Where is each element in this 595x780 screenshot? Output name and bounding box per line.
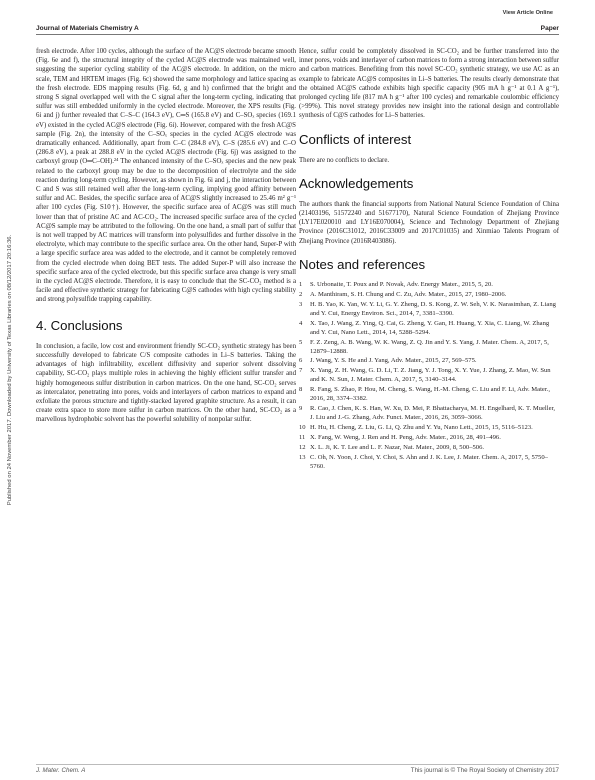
reference-text: X. Yang, Z. H. Wang, G. D. Li, T. Z. Jiang, Y. J. Tong, X. Y. Yue, J. Zhang, Z. Mao, W. Sun and K. N. Sun, J. Mater. Chem. A, 2017, 5, 3140–3144.	[310, 367, 551, 384]
reference-item: 11 X. Fang, W. Weng, J. Ren and H. Peng, Adv. Mater., 2016, 28, 491–496.	[299, 434, 559, 443]
reference-text: C. Oh, N. Yoon, J. Choi, Y. Choi, S. Ahn and J. K. Lee, J. Mater. Chem. A, 2017, 5, 5750–5760.	[310, 454, 548, 470]
reference-text: X. Tao, J. Wang, Z. Ying, Q. Cai, G. Zheng, Y. Gan, H. Huang, Y. Xia, C. Liang, W. Zhang and Y. Cui, Nano Lett., 2014, 14, 5288–5294.	[310, 319, 550, 336]
notes-references-heading: Notes and references	[299, 256, 426, 272]
body-paragraph: fresh electrode. After 100 cycles, although the surface of the AC@S electrode became smooth (Fig. 6e and f), the structural integrity of the cycled AC@S electrode was maintained well, suggesting the superior cycling stability of the AC@S electrode. In addition, on the micro scale, TEM and HRTEM images (Fig. 6c) showed the same morphology and lattice spacing as the fresh electrode. EDS mapping results (Fig. 6d, g and h) confirmed that the bright and strong S signal overlapped well with the C signal after the long-term cycling, indicating that sulfur was still embedded uniformly in the cycled electrode. Moreover, the XPS results (Fig. 6i and j) further revealed that C–S–C (164.3 eV), C═S (165.8 eV) and C–SOₓ species (169.1 eV) existed in the cycled AC@S electrode (Fig. 6i). However, compared with the fresh AC@S sample (Fig. 2n), the intensity of the C–SOₓ species in the cycled AC@S electrode was dramatically enhanced. Additionally, apart from C–C (284.8 eV), C–S (285.6 eV) and C–O (286.8 eV), a peak at 288.8 eV in the cycled AC@S electrode (Fig. 6j) was assigned to the carboxyl group (O═C–OH).²⁴ The enhanced intensity of the C–SOₓ species and the new peak related to the carboxyl group may be due to the decomposition of electrolyte and the side reaction during long-term cycling. However, as shown in Fig. 6i and j, the interaction between C and S was still retained well after the long-term cycling, implying good affinity between sulfur and AC. Besides, the specific surface area of AC@S slightly increased to 25.46 m² g⁻¹ after 100 cycles (Fig. S10†). However, the specific surface area of AC@S was still much lower than that of pristine AC and AC-CO₂. The increased specific surface area of the cycled AC@S sample may be attributed to the following. On the one hand, a small part of sulfur that is not well trapped by AC matrices will transform into polysulfides and further dissolve in the electrolyte, which may contribute to the specific surface area. On the other hand, Super-P with a large specific surface area was added to the electrode, and it cannot be completely removed from the cycled electrode when doing BET tests. The added Super-P will also increase the specific surface area of the cycled electrode, but this specific surface area change is very small in the cycled AC@S electrode. Therefore, it is easy to conclude that the SC-CO₂ method is a facile and effective synthetic strategy for fabricating C@S cathodes with high cycling stability and strong polysulfide trapping capability.	[36, 48, 296, 304]
reference-text: X. L. Ji, K. T. Lee and L. F. Nazar, Nat. Mater., 2009, 8, 500–506.	[310, 444, 485, 452]
acknowledgements-heading: Acknowledgements	[299, 175, 414, 191]
right-column	[299, 47, 559, 473]
footer-journal-abbrev: J. Mater. Chem. A	[36, 767, 86, 774]
reference-text: F. Z. Zeng, A. B. Wang, W. K. Wang, Z. Q. Jin and Y. S. Yang, J. Mater. Chem. A, 2017, 5, 12879–12888.	[310, 338, 549, 355]
reference-text: S. Urbonaite, T. Poux and P. Novak, Adv. Energy Mater., 2015, 5, 20.	[310, 280, 493, 288]
reference-item: 10 H. Hu, H. Cheng, Z. Liu, G. Li, Q. Zhu and Y. Yu, Nano Lett., 2015, 15, 5116–5123.	[299, 424, 559, 433]
reference-item: 5 F. Z. Zeng, A. B. Wang, W. K. Wang, Z. Q. Jin and Y. S. Yang, J. Mater. Chem. A, 2017, 5, 12879–12888.	[299, 339, 559, 357]
header-divider	[36, 34, 559, 35]
reference-text: X. Fang, W. Weng, J. Ren and H. Peng, Adv. Mater., 2016, 28, 491–496.	[310, 434, 501, 442]
conflicts-text: There are no conflicts to declare.	[299, 156, 390, 164]
reference-item: 12 X. L. Ji, K. T. Lee and L. F. Nazar, Nat. Mater., 2009, 8, 500–506.	[299, 444, 559, 453]
reference-item: 1 S. Urbonaite, T. Poux and P. Novak, Adv. Energy Mater., 2015, 5, 20.	[299, 281, 559, 290]
reference-item: 8 R. Fang, S. Zhao, P. Hou, M. Cheng, S. Wang, H.-M. Cheng, C. Liu and F. Li, Adv. Mater., 2016, 28, 3374–3382.	[299, 386, 559, 404]
reference-text: H. B. Yao, K. Yan, W. Y. Li, G. Y. Zheng, D. S. Kong, Z. W. Seh, V. K. Narasimhan, Z. Liang and Y. Cui, Energy Environ. Sci., 2014, 7, 3381–3390.	[310, 300, 556, 317]
view-article-online-link[interactable]: View Article Online	[502, 10, 553, 16]
footer-copyright: This journal is © The Royal Society of Chemistry 2017	[410, 767, 559, 774]
reference-item: 13 C. Oh, N. Yoon, J. Choi, Y. Choi, S. Ahn and J. K. Lee, J. Mater. Chem. A, 2017, 5, 5750–5760.	[299, 454, 559, 472]
reference-item: 9 R. Cao, J. Chen, K. S. Han, W. Xu, D. Mei, P. Bhattacharya, M. H. Engelhard, K. T. Mueller, J. Liu and J.-G. Zhang, Adv. Funct. Mater., 2016, 26, 3059–3066.	[299, 405, 559, 423]
body-paragraph: In conclusion, a facile, low cost and environment friendly SC-CO₂ synthetic strategy has been successfully developed to fabricate C/S composite cathodes in Li–S batteries. Taking the advantages of high infiltrability, excellent diffusivity and superior solvent dissolving capability, SC-CO₂ plays multiple roles in achieving the highly efficient sulfur transfer and highly homogeneous sulfur distribution in carbon matrices. On the one hand, SC-CO₂ serves as intercalator, penetrating into pores, voids and interlayers of carbon matrices to expand and exfoliate the porous structure and tightly-stacked layered graphite structure. As a result, it can create extra space to store more sulfur in carbon matrices. On the other hand, SC-CO₂ as a marvellous hydrophobic solvent has the powerful solubility of nonpolar sulfur.	[36, 342, 296, 424]
reference-text: R. Cao, J. Chen, K. S. Han, W. Xu, D. Mei, P. Bhattacharya, M. H. Engelhard, K. T. Mueller, J. Liu and J.-G. Zhang, Adv. Funct. Mater., 2016, 26, 3059–3066.	[310, 405, 556, 422]
reference-item: 4 X. Tao, J. Wang, Z. Ying, Q. Cai, G. Zheng, Y. Gan, H. Huang, Y. Xia, C. Liang, W. Zhang and Y. Cui, Nano Lett., 2014, 14, 5288–5294.	[299, 320, 559, 338]
reference-item: 2 A. Manthiram, S. H. Chung and C. Zu, Adv. Mater., 2015, 27, 1980–2006.	[299, 291, 559, 300]
reference-text: J. Wang, Y. S. He and J. Yang, Adv. Mater., 2015, 27, 569–575.	[310, 357, 477, 365]
conclusions-heading: 4. Conclusions	[36, 317, 123, 333]
journal-title: Journal of Materials Chemistry A	[36, 25, 139, 32]
reference-item: 6 J. Wang, Y. S. He and J. Yang, Adv. Mater., 2015, 27, 569–575.	[299, 357, 559, 366]
reference-text: A. Manthiram, S. H. Chung and C. Zu, Adv. Mater., 2015, 27, 1980–2006.	[310, 290, 507, 298]
acknowledgements-text: The authors thank the financial supports from National Natural Science Foundation of China (21403196, 51572240 and 51677170), Natural Science Foundation of Zhejiang Province (LY17E020010 and LY16E070004), Science and Technology Department of Zhejiang Province (2016C31012, 2016C33009 and 2017C01035) and Xinmiao Talents Program of Zhejiang Province (2016R403086).	[299, 200, 559, 245]
reference-list	[299, 281, 559, 472]
reference-text: H. Hu, H. Cheng, Z. Liu, G. Li, Q. Zhu and Y. Yu, Nano Lett., 2015, 15, 5116–5123.	[310, 424, 533, 432]
reference-item: 7 X. Yang, Z. H. Wang, G. D. Li, T. Z. Jiang, Y. J. Tong, X. Y. Yue, J. Zhang, Z. Mao, W. Sun and K. N. Sun, J. Mater. Chem. A, 2017, 5, 3140–3144.	[299, 367, 559, 385]
body-paragraph: Hence, sulfur could be completely dissolved in SC-CO₂ and be further transferred into the inner pores, voids and interlayer of carbon matrices to form a strong interaction between sulfur and carbon matrices. Benefiting from this novel SC-CO₂ synthetic strategy, we use AC as an example to fabricate AC@S composites in Li–S batteries. The results clearly demonstrate that the obtained AC@S cathode exhibits high specific capacity (905 mA h g⁻¹ at 0.1 A g⁻¹), prolonged cycling life (817 mA h g⁻¹ after 100 cycles) and remarkable coulombic efficiency (>99%). This novel strategy provides new insight into the rational design and controllable synthesis of C@S cathodes for Li–S batteries.	[299, 48, 559, 120]
reference-item: 3 H. B. Yao, K. Yan, W. Y. Li, G. Y. Zheng, D. S. Kong, Z. W. Seh, V. K. Narasimhan, Z. Liang and Y. Cui, Energy Environ. Sci., 2014, 7, 3381–3390.	[299, 301, 559, 319]
conflicts-heading: Conflicts of interest	[299, 131, 412, 147]
footer-divider	[36, 764, 559, 765]
published-side-note: Published on 24 November 2017. Downloaded by University of Texas Libraries on 08/12/2017 20:16:36.	[7, 234, 13, 506]
left-column	[36, 47, 296, 425]
reference-text: R. Fang, S. Zhao, P. Hou, M. Cheng, S. Wang, H.-M. Cheng, C. Liu and F. Li, Adv. Mater., 2016, 28, 3374–3382.	[310, 386, 550, 403]
section-label: Paper	[540, 25, 559, 32]
